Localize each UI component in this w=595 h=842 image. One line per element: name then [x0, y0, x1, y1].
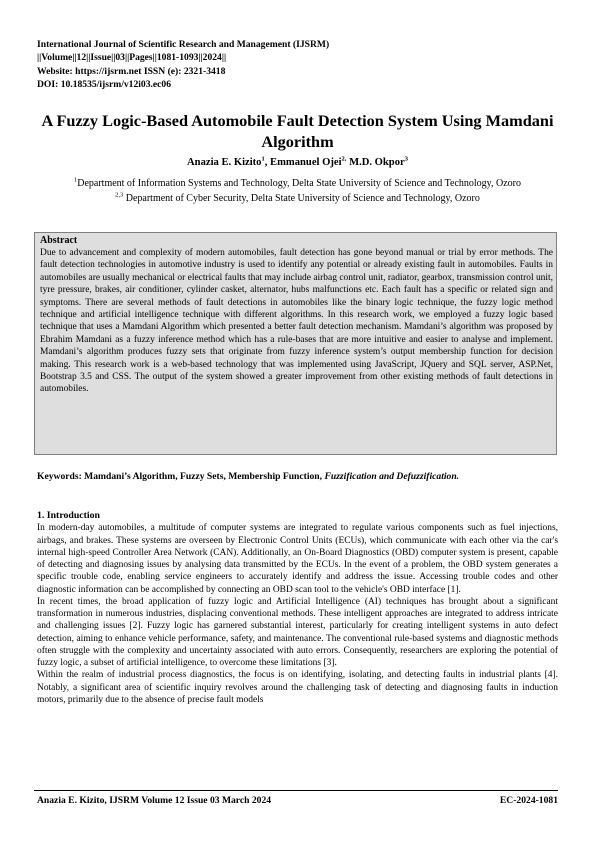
- keywords: [37, 470, 558, 483]
- footer-citation: Anazia E. Kizito, IJSRM Volume 12 Issue 03 March 2024: [37, 795, 272, 806]
- affiliation-text: Department of Cyber Security, Delta State University of Science and Technology, Ozoro: [125, 192, 480, 204]
- footer-divider: [34, 790, 558, 791]
- author-list: [37, 156, 558, 170]
- author-name: Emmanuel Ojei: [270, 157, 342, 168]
- author-sup: 3: [404, 155, 408, 163]
- author-name: Anazia E. Kizito: [187, 157, 262, 168]
- section-heading: 1. Introduction: [37, 510, 100, 521]
- introduction-section: [37, 509, 558, 706]
- journal-name: International Journal of Scientific Research and Management (IJSRM): [37, 39, 330, 50]
- journal-doi: DOI: 10.18535/ijsrm/v12i03.ec06: [37, 78, 172, 90]
- keywords-label: Keywords: Mamdani’s Algorithm, Fuzzy Sets, Membership Function,: [37, 471, 325, 482]
- paragraph: Within the realm of industrial process diagnostics, the focus is on identifying, isolating, and detecting faults in industrial plants [4]. Notably, a significant area of scientific inquiry revolves around the challenging task of detecting and diagnosing faults in induction motors, primarily due to the absence of precise fault models: [37, 670, 558, 705]
- affiliation-sup: 2,3: [115, 191, 124, 199]
- abstract-heading: Abstract: [40, 235, 78, 246]
- journal-volume: ||Volume||12||Issue||03||Pages||1081-1093||2024||: [37, 52, 227, 64]
- author-separator: ,: [264, 157, 271, 168]
- abstract-text: Due to advancement and complexity of modern automobiles, fault detection has gone beyond manual or trial by error methods. The fault detection technologies in automotive industry is used to identify any potential or already existing fault in automobiles. Faults in automobiles are usually mechanical or electrical faults that may include airbag control unit, radiator, gearbox, transmission control unit, tyre pressure, brakes, air conditioner, cylinder casket, alternator, hubs malfunctions etc. Each fault has a specific or related sign and symptoms. There are several methods of fault detections in automobiles like the binary logic technique, the fuzzy logic method technique and artificial intelligence technique with different algorithms. In this research work, we employed a fuzzy logic based technique that uses a Mamdani Algorithm which presented a better fault detection mechanism. Mamdani’s algorithm was proposed by Ebrahim Mamdani as a fuzzy inference method which has a rule-bases that are more intuitive and easier to analyse and implement. Mamdani’s algorithm produces fuzzy sets that originate from fuzzy inference system’s output membership function for decision making. This research work is a web-based technology that was implemented using JavaScript, JQuery and SQL server, ASP.Net, Bootstrap 3.5 and CSS. The output of the system showed a greater improvement from other existing methods of fault detections in automobiles.: [40, 248, 553, 395]
- paragraph: In recent times, the broad application of fuzzy logic and Artificial Intelligence (AI) techniques has brought about a significant transformation in numerous industries, displacing conventional methods. These intelligent approaches are integrated to address intricate and challenging issues [2]. Fuzzy logic has garnered substantial interest, particularly for creating intelligent systems in auto defect detection, aiming to enhance vehicle performance, safety, and maintenance. The conventional rule-based systems and diagnostic methods often struggle with the complexity and uncertainty associated with auto errors. Consequently, researchers are exploring the potential of fuzzy logic, a subset of artificial intelligence, to overcome these limitations [3].: [37, 596, 558, 669]
- abstract-box: [34, 232, 557, 455]
- affiliation-text: Department of Information Systems and Technology, Delta State University of Science and Technology, Ozoro: [77, 178, 521, 189]
- affiliations: [37, 177, 558, 205]
- keywords-italic: Fuzzification and Defuzzification.: [324, 471, 460, 482]
- journal-header: [37, 38, 557, 91]
- affiliation: [37, 177, 558, 191]
- affiliation: [37, 191, 558, 206]
- footer-page-code: EC-2024-1081: [499, 795, 558, 806]
- author-sup: 1: [261, 155, 265, 163]
- paragraph: In modern-day automobiles, a multitude of computer systems are integrated to regulate various components such as fuel injections, airbags, and brakes. These systems are overseen by Electronic Control Units (ECUs), which communicate with each other via the car's internal high-speed Controller Area Network (CAN). Additionally, an On-Board Diagnostics (OBD) computer system is present, capable of detecting and diagnosing issues by analysing data transmitted by the ECUs. In the event of a problem, the OBD system generates a specific trouble code, enabling service engineers to accurately identify and address the issue. Accessing trouble codes and other diagnostic information can be accomplished by connecting an OBD scan tool to the vehicle's OBD interface [1].: [37, 523, 558, 595]
- journal-website: Website: https://ijsrm.net ISSN (e): 2321-3418: [37, 65, 226, 77]
- author-sup: 2,: [341, 155, 347, 163]
- paper-title: A Fuzzy Logic-Based Automobile Fault Detection System Using Mamdani Algorithm: [41, 111, 554, 151]
- affiliation-sup: 1: [73, 176, 78, 184]
- author-name: M.D. Okpor: [349, 157, 405, 168]
